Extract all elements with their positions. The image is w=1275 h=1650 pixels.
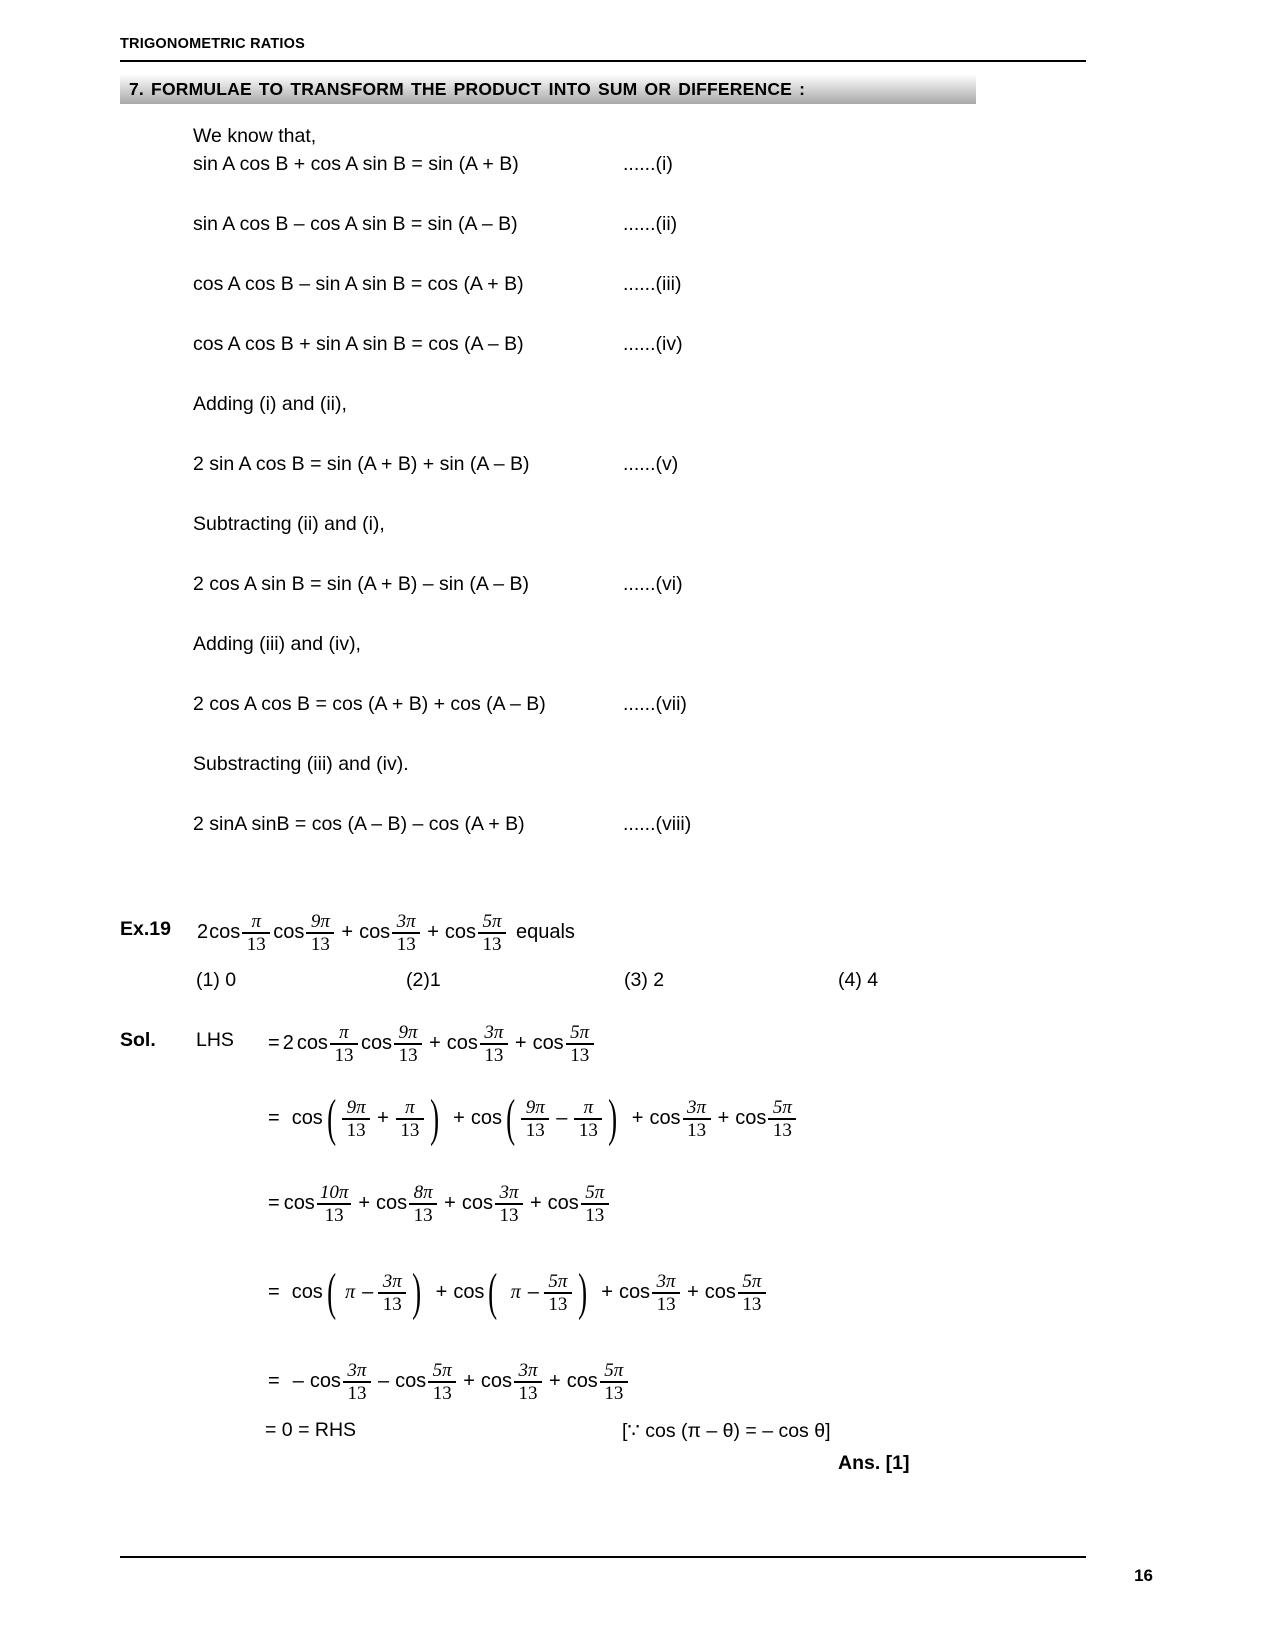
cos-fn: cos <box>376 1192 408 1215</box>
derivation-text: Substracting (iii) and (iv). <box>193 753 409 775</box>
cos-fn: cos <box>283 1192 315 1215</box>
plus-operator: + <box>717 1107 730 1130</box>
running-head: TRIGONOMETRIC RATIOS <box>120 36 305 52</box>
derivation-tag: ......(vi) <box>623 573 683 595</box>
plus-operator: + <box>549 1370 561 1393</box>
derivation-text: 2 cos A cos B = cos (A + B) + cos (A – B) <box>193 693 546 715</box>
solution-step-3 <box>265 1183 611 1225</box>
fraction-denominator: 13 <box>742 1293 762 1315</box>
identity-tag: ......(i) <box>623 153 673 175</box>
lhs-label: LHS <box>196 1029 234 1051</box>
fraction <box>738 1272 766 1314</box>
fraction-denominator: 13 <box>400 1119 420 1141</box>
identity-text: cos A cos B – sin A sin B = cos (A + B) <box>193 273 524 295</box>
fraction-numerator: 5π <box>548 1271 568 1292</box>
plus-operator: + <box>435 1281 448 1304</box>
fraction-denominator: 13 <box>548 1293 568 1315</box>
pi-symbol: π <box>510 1281 521 1304</box>
identity-line <box>193 270 1053 300</box>
cos-fn: cos <box>532 1032 564 1055</box>
fraction-denominator: 13 <box>604 1382 624 1404</box>
section-title: 7. FORMULAE TO TRANSFORM THE PRODUCT INTO SUM OR DIFFERENCE : <box>129 78 806 99</box>
cos-fn: cos <box>566 1370 598 1393</box>
fraction <box>396 1098 424 1140</box>
derivation-line <box>193 690 1053 720</box>
header-rule <box>120 60 1086 62</box>
option-4-label: (4) <box>838 969 862 991</box>
fraction-numerator: 5π <box>432 1360 452 1381</box>
plus-operator: + <box>463 1370 475 1393</box>
option-4-value: 4 <box>867 969 879 991</box>
fraction <box>478 912 506 954</box>
fraction-numerator: 3π <box>347 1360 367 1381</box>
plus-operator: + <box>341 921 354 944</box>
fraction <box>428 1361 456 1403</box>
coefficient-2: 2 <box>282 1032 294 1055</box>
identity-tag: ......(ii) <box>623 213 678 235</box>
plus-operator: + <box>444 1192 456 1215</box>
fraction <box>480 1023 508 1065</box>
cos-fn: cos <box>395 1370 427 1393</box>
fraction-numerator: 3π <box>396 911 416 932</box>
solution-step-2: = cos ( $\frac{9\pi}{13}$ + $\frac{\pi}{13}$ ) + cos ( $\frac{9\pi}{13}$ – $\frac{\pi}{13}$ ) + cos $\frac{3\pi}{13}$ + cos $\frac{5\pi}{13}$ <box>265 1098 798 1140</box>
fraction-numerator: 8π <box>413 1182 433 1203</box>
identity-tag: ......(iii) <box>623 273 682 295</box>
derivation-line <box>193 630 1053 660</box>
fraction <box>600 1361 628 1403</box>
plus-operator: + <box>529 1192 542 1215</box>
fraction-denominator: 13 <box>570 1044 590 1066</box>
fraction <box>378 1272 406 1314</box>
solution-label: Sol. <box>120 1029 156 1051</box>
minus-operator: – <box>362 1281 374 1304</box>
fraction-denominator: 13 <box>398 1044 418 1066</box>
pi-symbol: π <box>345 1281 356 1304</box>
fraction <box>521 1098 549 1140</box>
equals-operator: = <box>268 1107 280 1130</box>
solution-step-1 <box>265 1023 596 1065</box>
minus-operator: – <box>527 1281 539 1304</box>
fraction-numerator: 3π <box>518 1360 538 1381</box>
derivation-text: Adding (iii) and (iv), <box>193 633 361 655</box>
derivation-line <box>193 750 1053 780</box>
answer-label: Ans. [1] <box>838 1452 910 1474</box>
fraction-numerator: 5π <box>585 1182 605 1203</box>
example-label: Ex.19 <box>120 918 171 940</box>
derivation-line <box>193 450 1053 480</box>
fraction <box>514 1361 542 1403</box>
fraction <box>317 1183 352 1225</box>
derivation-text: Adding (i) and (ii), <box>193 393 347 415</box>
derivation-tag: ......(viii) <box>623 813 692 835</box>
fraction-numerator: π <box>251 911 262 932</box>
footer-rule <box>120 1556 1086 1558</box>
minus-operator: – <box>377 1370 390 1393</box>
fraction-denominator: 13 <box>346 1119 366 1141</box>
fraction <box>342 1098 370 1140</box>
intro-line: We know that, <box>193 125 317 147</box>
fraction-numerator: 3π <box>499 1182 519 1203</box>
fraction <box>768 1098 796 1140</box>
option-1-value: 0 <box>225 969 237 991</box>
cos-fn: cos <box>359 921 391 944</box>
fraction-denominator: 13 <box>585 1204 605 1226</box>
derivation-line <box>193 810 1053 840</box>
cos-fn: cos <box>360 1032 393 1055</box>
plus-operator: + <box>601 1281 613 1304</box>
cos-fn: cos <box>480 1370 512 1393</box>
equals-word: equals <box>516 921 575 944</box>
fraction-denominator: 13 <box>310 933 330 955</box>
fraction-denominator: 13 <box>396 933 416 955</box>
identity-text: sin A cos B + cos A sin B = sin (A + B) <box>193 153 519 175</box>
fraction-numerator: 9π <box>346 1097 366 1118</box>
equals-operator: = <box>268 1192 280 1215</box>
cos-fn: cos <box>273 921 305 944</box>
cos-fn: cos <box>618 1281 651 1304</box>
page-number: 16 <box>1134 1566 1153 1585</box>
minus-operator: – <box>292 1370 304 1393</box>
fraction-denominator: 13 <box>687 1119 707 1141</box>
fraction <box>566 1023 594 1065</box>
derivation-line <box>193 570 1053 600</box>
derivation-line <box>193 390 1053 420</box>
fraction-numerator: 5π <box>742 1271 762 1292</box>
identity-line <box>193 150 1053 180</box>
fraction-numerator: π <box>405 1097 415 1118</box>
identity-tag: ......(iv) <box>623 333 683 355</box>
option-2-label: (2) <box>406 969 430 991</box>
fraction <box>544 1272 572 1314</box>
identity-line <box>193 330 1053 360</box>
cos-fn: cos <box>461 1192 493 1215</box>
equals-operator: = <box>268 1370 280 1393</box>
fraction <box>581 1183 609 1225</box>
fraction-denominator: 13 <box>246 933 266 955</box>
option-2[interactable] <box>406 969 441 992</box>
plus-operator: + <box>429 1032 441 1055</box>
fraction-denominator: 13 <box>656 1293 676 1315</box>
fraction-numerator: 9π <box>398 1022 418 1043</box>
option-1-label: (1) <box>196 969 220 991</box>
fraction-numerator: 5π <box>772 1097 792 1118</box>
fraction-denominator: 13 <box>484 1044 504 1066</box>
fraction-numerator: 9π <box>525 1097 545 1118</box>
fraction-numerator: 3π <box>656 1271 676 1292</box>
cos-fn: cos <box>704 1281 736 1304</box>
derivation-text: 2 sinA sinB = cos (A – B) – cos (A + B) <box>193 813 525 835</box>
fraction-numerator: 10π <box>319 1182 349 1203</box>
fraction-denominator: 13 <box>324 1204 344 1226</box>
fraction <box>392 912 420 954</box>
formula-block <box>193 122 1053 840</box>
fraction <box>330 1023 358 1065</box>
solution-note: [∵ cos (π – θ) = – cos θ] <box>622 1420 831 1442</box>
option-4[interactable] <box>838 969 878 992</box>
fraction <box>242 912 270 954</box>
cos-fn: cos <box>547 1192 579 1215</box>
option-3-value: 2 <box>653 969 665 991</box>
derivation-text: 2 sin A cos B = sin (A + B) + sin (A – B) <box>193 453 530 475</box>
fraction-numerator: π <box>583 1097 594 1118</box>
derivation-tag: ......(v) <box>623 453 679 475</box>
fraction-denominator: 13 <box>525 1119 545 1141</box>
example-expression <box>197 912 575 954</box>
cos-fn: cos <box>649 1107 681 1130</box>
fraction <box>394 1023 422 1065</box>
cos-fn: cos <box>291 1281 323 1304</box>
fraction-denominator: 13 <box>382 1293 402 1315</box>
fraction-denominator: 13 <box>347 1382 367 1404</box>
option-1[interactable] <box>196 969 236 992</box>
fraction-numerator: 5π <box>482 911 502 932</box>
fraction <box>343 1361 371 1403</box>
fraction <box>306 912 334 954</box>
fraction-denominator: 13 <box>772 1119 792 1141</box>
solution-step-5 <box>265 1361 630 1403</box>
equals-operator: = <box>268 1032 280 1055</box>
coefficient-2: 2 <box>197 921 209 944</box>
fraction-numerator: 3π <box>382 1271 402 1292</box>
fraction-numerator: 5π <box>604 1360 624 1381</box>
fraction <box>574 1098 602 1140</box>
cos-fn: cos <box>735 1107 767 1130</box>
cos-fn: cos <box>291 1107 323 1130</box>
option-2-value: 1 <box>429 969 441 991</box>
identity-text: cos A cos B + sin A sin B = cos (A – B) <box>193 333 524 355</box>
fraction-denominator: 13 <box>482 933 502 955</box>
fraction-denominator: 13 <box>518 1382 538 1404</box>
cos-fn: cos <box>453 1281 485 1304</box>
fraction-denominator: 13 <box>432 1382 452 1404</box>
minus-operator: – <box>556 1107 568 1130</box>
fraction-denominator: 13 <box>578 1119 598 1141</box>
fraction-denominator: 13 <box>334 1044 354 1066</box>
fraction-numerator: 3π <box>687 1097 707 1118</box>
fraction <box>409 1183 437 1225</box>
derivation-text: Subtracting (ii) and (i), <box>193 513 385 535</box>
cos-fn: cos <box>470 1107 502 1130</box>
option-3[interactable] <box>624 969 664 992</box>
option-3-label: (3) <box>624 969 648 991</box>
plus-operator: + <box>687 1281 699 1304</box>
plus-operator: + <box>358 1192 371 1215</box>
plus-operator: + <box>427 921 439 944</box>
cos-fn: cos <box>309 1370 341 1393</box>
plus-operator: + <box>514 1032 527 1055</box>
fraction-numerator: π <box>339 1022 349 1043</box>
fraction-numerator: 3π <box>484 1022 504 1043</box>
solution-final-line: = 0 = RHS <box>265 1419 357 1441</box>
fraction-numerator: 9π <box>310 911 330 932</box>
cos-fn: cos <box>444 921 476 944</box>
fraction <box>683 1098 711 1140</box>
fraction-numerator: 5π <box>570 1022 590 1043</box>
derivation-line <box>193 510 1053 540</box>
cos-fn: cos <box>446 1032 478 1055</box>
derivation-text: 2 cos A sin B = sin (A + B) – sin (A – B) <box>193 573 529 595</box>
identity-text: sin A cos B – cos A sin B = sin (A – B) <box>193 213 518 235</box>
equals-operator: = <box>268 1281 280 1304</box>
fraction-denominator: 13 <box>413 1204 433 1226</box>
solution-step-4: = cos ( π – $\frac{3\pi}{13}$ ) + cos ( π – $\frac{5\pi}{13}$ ) + cos $\frac{3\pi}{13}$ + cos $\frac{5\pi}{13}$ <box>265 1272 768 1314</box>
fraction <box>495 1183 523 1225</box>
cos-fn: cos <box>296 1032 328 1055</box>
fraction <box>652 1272 680 1314</box>
cos-fn: cos <box>209 921 241 944</box>
plus-operator: + <box>631 1107 644 1130</box>
identity-line <box>193 210 1053 240</box>
fraction-denominator: 13 <box>499 1204 519 1226</box>
plus-operator: + <box>453 1107 465 1130</box>
plus-operator: + <box>377 1107 389 1130</box>
section-title-bar <box>120 74 976 104</box>
derivation-tag: ......(vii) <box>623 693 687 715</box>
